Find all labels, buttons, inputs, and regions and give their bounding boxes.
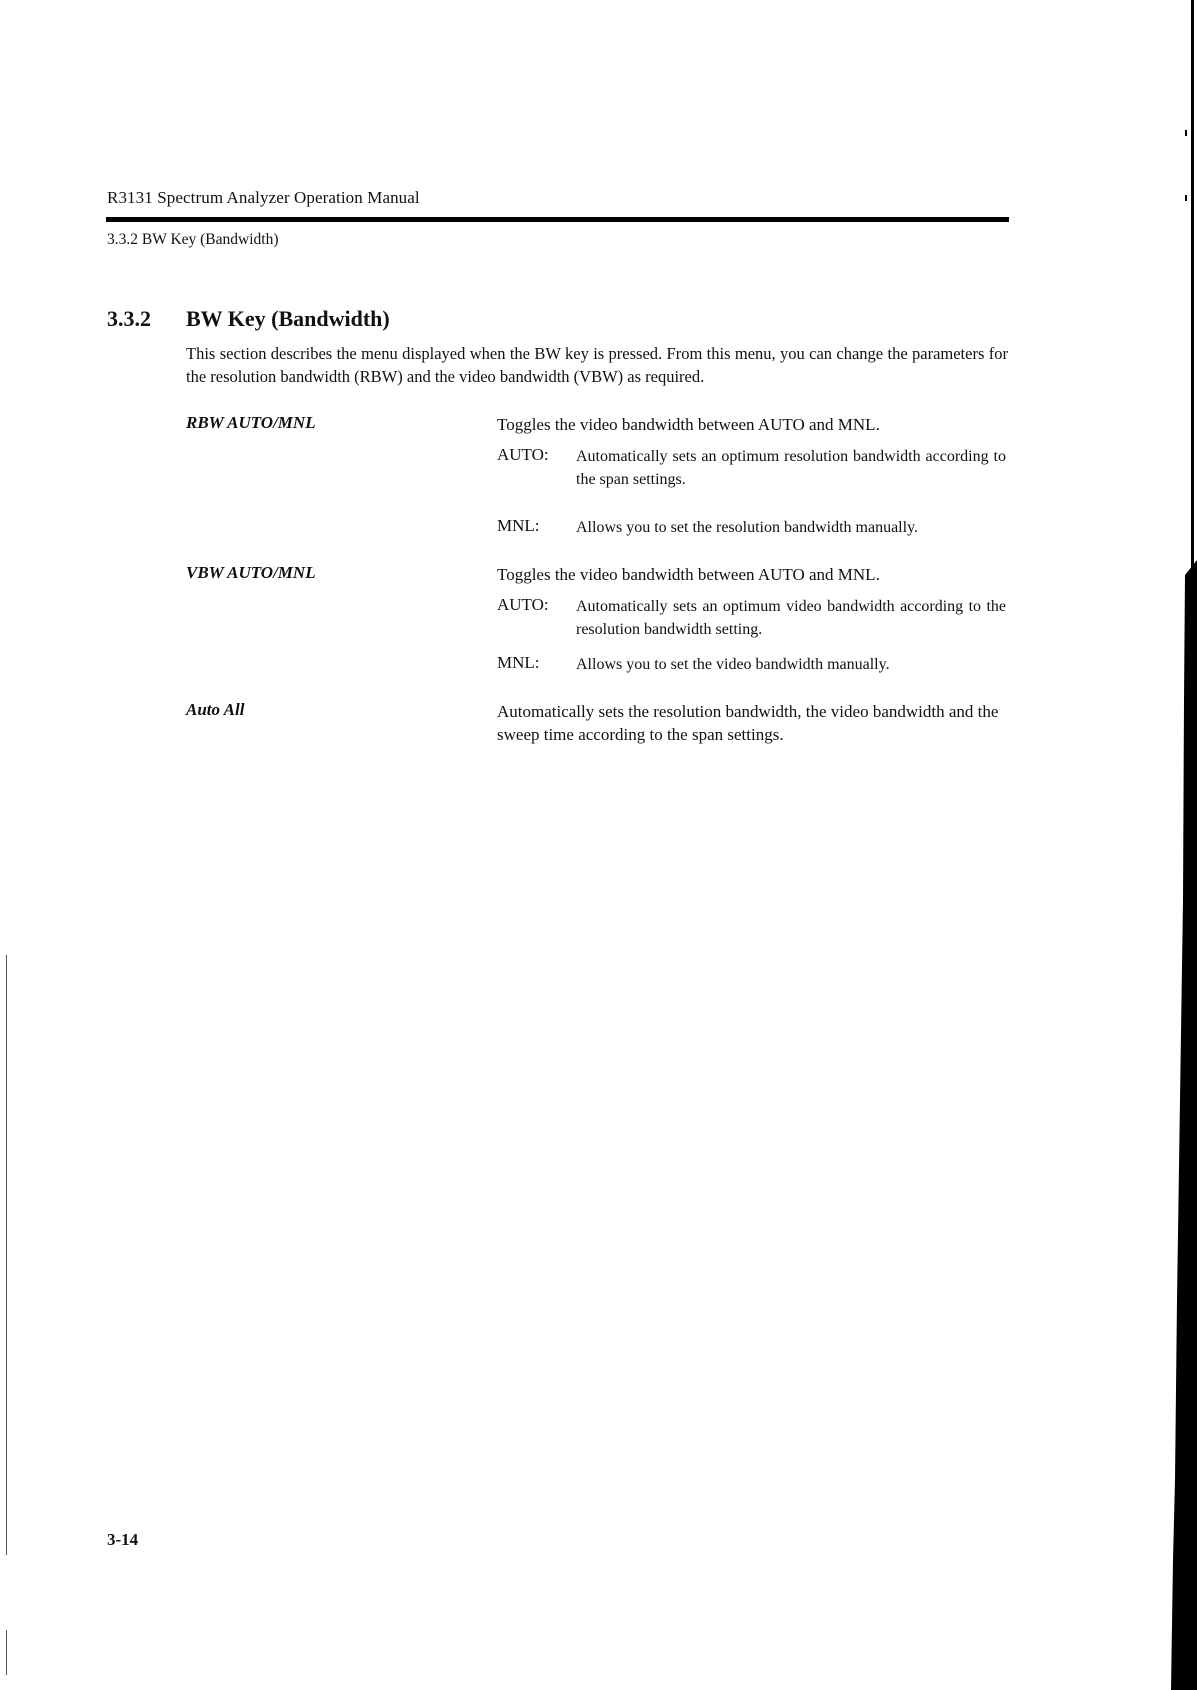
scan-left-mark [6,955,7,1555]
item-label-rbw: RBW AUTO/MNL [186,413,316,432]
scan-binding-edge [1167,0,1197,1690]
option-key-rbw-mnl: MNL: [497,516,540,535]
option-key-vbw-auto: AUTO: [497,595,549,614]
page-number: 3-14 [107,1530,139,1549]
section-title: BW Key (Bandwidth) [186,306,390,331]
item-desc-vbw: Toggles the video bandwidth between AUTO and MNL. [497,565,880,584]
scan-left-mark [6,1630,7,1675]
option-key-vbw-mnl: MNL: [497,653,540,672]
running-header-subsection: 3.3.2 BW Key (Bandwidth) [107,231,279,248]
section-intro: This section describes the menu displayed when the BW key is pressed. From this menu, you can change the parameters for the resolution bandwidth (RBW) and the video bandwidth (VBW) as required. [186,344,1008,386]
option-text-vbw-mnl: Allows you to set the video bandwidth manually. [576,656,890,673]
item-desc-auto-all: Automatically sets the resolution bandwidth, the video bandwidth and the sweep time according to the span settings. [497,702,999,744]
option-text-rbw-auto: Automatically sets an optimum resolution bandwidth according to the span settings. [576,448,1006,488]
header-rule [106,217,1009,222]
option-key-rbw-auto: AUTO: [497,445,549,464]
section-number: 3.3.2 [107,306,151,331]
option-text-vbw-auto: Automatically sets an optimum video bandwidth according to the resolution bandwidth setting. [576,598,1006,638]
item-label-vbw: VBW AUTO/MNL [186,563,316,582]
running-header-title: R3131 Spectrum Analyzer Operation Manual [107,188,420,207]
item-label-auto-all: Auto All [186,700,245,719]
option-text-rbw-mnl: Allows you to set the resolution bandwidth manually. [576,519,919,536]
item-desc-rbw: Toggles the video bandwidth between AUTO and MNL. [497,415,880,434]
